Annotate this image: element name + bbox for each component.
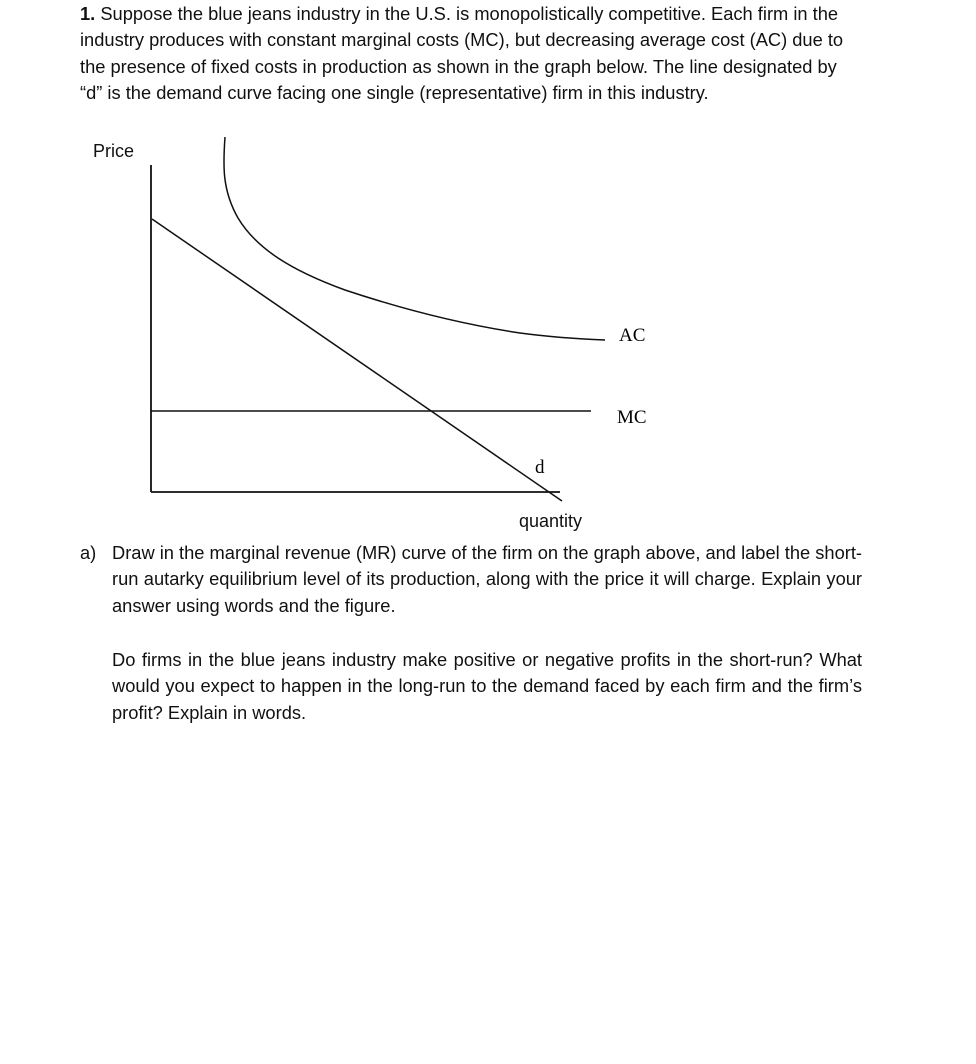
- question-a-text: Draw in the marginal revenue (MR) curve of the firm on the graph above, and label the short-run autarky equilibrium level of its production, along with the price it will charge. Explain your answer using words and the figure.: [112, 542, 862, 616]
- y-axis-label: Price: [93, 141, 135, 161]
- problem-intro-text: Suppose the blue jeans industry in the U.S. is monopolistically competitive. Each firm in the industry produces with constant marginal costs (MC), but decreasing average cost (AC) due to the presence of fixed costs in production as shown in the graph below. The line designated by “d” is the demand curve facing one single (representative) firm in this industry.: [80, 3, 844, 104]
- demand-label: d: [535, 457, 545, 478]
- question-b: [80, 647, 862, 726]
- demand-curve: [152, 219, 562, 501]
- question-a-marker: a): [80, 542, 97, 563]
- problem-number: 1.: [80, 3, 96, 24]
- ac-curve: [224, 137, 605, 340]
- question-a: [80, 540, 862, 619]
- ac-label: AC: [619, 325, 646, 346]
- mc-label: MC: [617, 407, 647, 428]
- question-b-text: Do firms in the blue jeans industry make positive or negative profits in the short-run? What would you expect to happen in the long-run to the demand faced by each firm and the firm’s profit? Explain in words.: [112, 649, 862, 723]
- x-axis-label: quantity: [519, 511, 583, 531]
